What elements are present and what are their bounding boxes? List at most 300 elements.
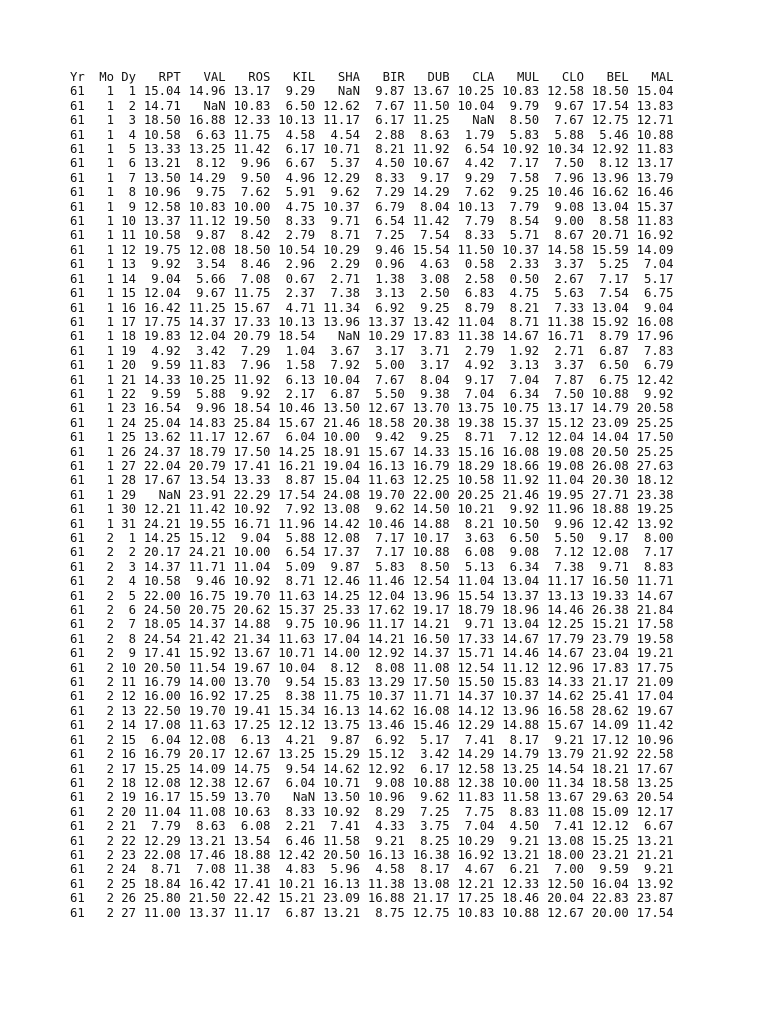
table-cell: 18 bbox=[121, 775, 136, 790]
table-cell: 9.21 bbox=[375, 833, 405, 848]
table-cell: 2.37 bbox=[285, 286, 316, 301]
table-cell: 17 bbox=[121, 314, 136, 329]
table-cell: 7.41 bbox=[464, 732, 495, 747]
table-cell: 12.12 bbox=[278, 718, 316, 733]
table-cell: 21.17 bbox=[591, 675, 629, 690]
table-cell: 10.29 bbox=[323, 242, 360, 257]
table-cell: 9.87 bbox=[196, 228, 226, 243]
table-cell: 18.96 bbox=[502, 603, 540, 618]
table-cell: 1 bbox=[106, 372, 114, 387]
table-cell: 24.08 bbox=[323, 487, 360, 502]
table-cell: 18.00 bbox=[547, 847, 584, 862]
table-cell: 6.34 bbox=[509, 559, 540, 574]
table-row bbox=[70, 99, 674, 113]
table-cell: 23.87 bbox=[636, 891, 674, 906]
table-cell: 10.71 bbox=[323, 775, 360, 790]
table-cell: 10.37 bbox=[502, 242, 540, 257]
table-cell: 13.04 bbox=[591, 199, 629, 214]
table-cell: 12.58 bbox=[547, 84, 584, 99]
table-cell: 61 bbox=[70, 458, 85, 473]
table-cell: 1 bbox=[106, 257, 114, 272]
table-row bbox=[70, 358, 674, 372]
table-cell: 8.33 bbox=[375, 170, 405, 185]
table-cell: 1 bbox=[106, 271, 114, 286]
table-cell: 5.88 bbox=[285, 531, 316, 545]
table-cell: 10.00 bbox=[323, 430, 360, 445]
table-cell: 61 bbox=[70, 905, 85, 920]
table-cell: 9.54 bbox=[285, 675, 316, 690]
table-cell: 15.12 bbox=[547, 415, 584, 430]
table-cell: 10.88 bbox=[636, 127, 674, 142]
table-row bbox=[70, 603, 674, 617]
table-cell: 9.46 bbox=[375, 242, 405, 257]
table-cell: 9.71 bbox=[464, 617, 495, 632]
table-cell: 7.29 bbox=[240, 343, 271, 358]
table-cell: 10.96 bbox=[367, 790, 405, 805]
table-cell: 17.54 bbox=[591, 98, 629, 113]
column-header-ros: ROS bbox=[248, 70, 271, 84]
table-cell: 10.46 bbox=[547, 185, 584, 200]
table-cell: 2.33 bbox=[509, 257, 540, 272]
table-cell: 11.12 bbox=[502, 660, 540, 675]
table-cell: 6.75 bbox=[644, 286, 674, 301]
table-row bbox=[70, 257, 674, 271]
table-cell: 2 bbox=[106, 761, 114, 776]
table-cell: 61 bbox=[70, 804, 85, 819]
table-cell: 5 bbox=[128, 142, 136, 157]
table-cell: 11.63 bbox=[367, 473, 405, 488]
table-cell: 10.04 bbox=[457, 98, 495, 113]
table-cell: 11.38 bbox=[233, 862, 271, 877]
table-cell: 29 bbox=[121, 487, 136, 502]
table-cell: 14.37 bbox=[188, 314, 226, 329]
column-header-dy: Dy bbox=[121, 70, 136, 84]
table-cell: 5.88 bbox=[196, 386, 226, 401]
table-cell: 20.30 bbox=[591, 473, 629, 488]
table-cell: 8.71 bbox=[330, 228, 360, 243]
table-cell: 9.17 bbox=[599, 531, 629, 545]
table-cell: 11.42 bbox=[233, 142, 271, 157]
table-cell: 9.75 bbox=[196, 185, 226, 200]
table-cell: 18.84 bbox=[143, 876, 181, 891]
table-cell: 1 bbox=[106, 487, 114, 502]
table-cell: 11.63 bbox=[278, 631, 316, 646]
table-cell: 14.09 bbox=[636, 242, 674, 257]
table-cell: 9.08 bbox=[375, 775, 405, 790]
table-cell: 7.67 bbox=[375, 372, 405, 387]
table-cell: 15.46 bbox=[412, 718, 450, 733]
table-cell: 17.25 bbox=[233, 718, 271, 733]
table-cell: 12.21 bbox=[143, 502, 181, 517]
table-cell: 12.54 bbox=[457, 660, 495, 675]
table-cell: 7.67 bbox=[554, 113, 584, 128]
table-cell: 9.62 bbox=[375, 502, 405, 517]
table-cell: 4.58 bbox=[375, 862, 405, 877]
table-cell: 20.38 bbox=[412, 415, 450, 430]
table-cell: 17 bbox=[121, 761, 136, 776]
table-cell: 8.63 bbox=[420, 127, 450, 142]
table-cell: 12.50 bbox=[547, 876, 584, 891]
table-cell: 14.67 bbox=[502, 329, 540, 344]
table-cell: 14.62 bbox=[367, 703, 405, 718]
table-cell: 10.21 bbox=[457, 502, 495, 517]
table-cell: 9.59 bbox=[151, 358, 181, 373]
table-cell: 25 bbox=[121, 876, 136, 891]
table-cell: 21 bbox=[121, 819, 136, 834]
table-cell: 13.50 bbox=[323, 401, 360, 416]
table-cell: 8.33 bbox=[285, 214, 316, 229]
table-cell: 25.33 bbox=[323, 603, 360, 618]
table-cell: 1 bbox=[106, 314, 114, 329]
table-cell: 8.63 bbox=[196, 819, 226, 834]
table-cell: 14.88 bbox=[502, 718, 540, 733]
table-cell: 10.25 bbox=[188, 372, 226, 387]
table-cell: 61 bbox=[70, 286, 85, 301]
table-cell: 5.91 bbox=[285, 185, 316, 200]
table-cell: 15.50 bbox=[457, 675, 495, 690]
table-cell: 61 bbox=[70, 891, 85, 906]
table-cell: 5.88 bbox=[554, 127, 584, 142]
table-cell: 14.71 bbox=[143, 98, 181, 113]
table-cell: 16.00 bbox=[143, 689, 181, 704]
table-cell: 9.04 bbox=[240, 531, 271, 545]
table-row bbox=[70, 128, 674, 142]
table-cell: 9.54 bbox=[285, 761, 316, 776]
table-cell: 2 bbox=[106, 631, 114, 646]
table-cell: 22.00 bbox=[143, 588, 181, 603]
table-cell: 14.79 bbox=[591, 401, 629, 416]
table-cell: 15.59 bbox=[591, 242, 629, 257]
table-cell: 17.33 bbox=[233, 314, 271, 329]
table-cell: 12.08 bbox=[188, 242, 226, 257]
table-cell: 7.12 bbox=[509, 430, 540, 445]
table-cell: 7.79 bbox=[464, 214, 495, 229]
table-cell: 13.75 bbox=[323, 718, 360, 733]
table-cell: 8.71 bbox=[151, 862, 181, 877]
table-cell: 15.67 bbox=[367, 444, 405, 459]
table-cell: 14.75 bbox=[233, 761, 271, 776]
table-cell: 20.04 bbox=[547, 891, 584, 906]
table-cell: 11.25 bbox=[412, 113, 450, 128]
table-cell: 11.17 bbox=[367, 617, 405, 632]
table-cell: 16.08 bbox=[502, 444, 540, 459]
table-cell: 1 bbox=[106, 502, 114, 517]
table-cell: 9 bbox=[128, 646, 136, 661]
table-row bbox=[70, 416, 674, 430]
table-cell: 13.21 bbox=[502, 847, 540, 862]
table-cell: 13.67 bbox=[233, 646, 271, 661]
table-cell: 6.83 bbox=[464, 286, 495, 301]
table-cell: 12.67 bbox=[233, 775, 271, 790]
table-cell: 5.17 bbox=[420, 732, 450, 747]
table-cell: 25.80 bbox=[143, 891, 181, 906]
table-cell: 0.58 bbox=[464, 257, 495, 272]
table-cell: 3.75 bbox=[420, 819, 450, 834]
table-cell: 8.75 bbox=[375, 905, 405, 920]
table-cell: 4.75 bbox=[509, 286, 540, 301]
table-cell: 61 bbox=[70, 545, 85, 560]
table-cell: 1 bbox=[128, 84, 136, 99]
table-cell: 10.58 bbox=[143, 574, 181, 589]
table-cell: 7.62 bbox=[240, 185, 271, 200]
table-cell: 11.08 bbox=[188, 804, 226, 819]
table-cell: 25.25 bbox=[636, 415, 674, 430]
table-cell: 19.04 bbox=[323, 458, 360, 473]
table-cell: 1 bbox=[106, 127, 114, 142]
table-cell: 61 bbox=[70, 127, 85, 142]
table-cell: 14.25 bbox=[278, 444, 316, 459]
table-cell: 12.12 bbox=[591, 819, 629, 834]
table-cell: 26 bbox=[121, 444, 136, 459]
table-cell: 12.17 bbox=[636, 804, 674, 819]
table-row bbox=[70, 430, 674, 444]
table-cell: 16.79 bbox=[412, 458, 450, 473]
column-header-kil: KIL bbox=[293, 70, 316, 84]
table-cell: 2 bbox=[106, 833, 114, 848]
table-cell: 1 bbox=[106, 199, 114, 214]
table-cell: 1 bbox=[106, 444, 114, 459]
table-cell: 61 bbox=[70, 790, 85, 805]
table-cell: 14.12 bbox=[457, 703, 495, 718]
table-cell: 24.54 bbox=[143, 631, 181, 646]
table-cell: 12.58 bbox=[143, 199, 181, 214]
table-cell: 21 bbox=[121, 372, 136, 387]
table-cell: 27 bbox=[121, 458, 136, 473]
table-cell: 15.37 bbox=[636, 199, 674, 214]
table-row bbox=[70, 200, 674, 214]
table-cell: 5.46 bbox=[599, 127, 629, 142]
table-cell: 2.67 bbox=[554, 271, 584, 286]
table-cell: 15.12 bbox=[188, 531, 226, 545]
table-cell: 14.88 bbox=[233, 617, 271, 632]
table-cell: 8.83 bbox=[509, 804, 540, 819]
table-cell: 15.59 bbox=[188, 790, 226, 805]
table-cell: 16.58 bbox=[547, 703, 584, 718]
table-cell: 12.58 bbox=[457, 761, 495, 776]
table-cell: 9.50 bbox=[240, 170, 271, 185]
table-cell: 13.79 bbox=[547, 747, 584, 762]
table-cell: 12 bbox=[121, 242, 136, 257]
table-cell: 14.37 bbox=[143, 559, 181, 574]
table-cell: 2 bbox=[106, 847, 114, 862]
table-cell: 18.58 bbox=[367, 415, 405, 430]
table-cell: 12.96 bbox=[547, 660, 584, 675]
table-cell: 24.21 bbox=[143, 516, 181, 531]
table-cell: 7.38 bbox=[554, 559, 584, 574]
table-cell: 11.58 bbox=[323, 833, 360, 848]
table-cell: 13.75 bbox=[457, 401, 495, 416]
table-cell: 11.71 bbox=[636, 574, 674, 589]
table-cell: 11.46 bbox=[367, 574, 405, 589]
table-cell: 19.25 bbox=[636, 502, 674, 517]
table-cell: 23.79 bbox=[591, 631, 629, 646]
column-header-mo: Mo bbox=[99, 70, 114, 84]
table-cell: 13.50 bbox=[143, 170, 181, 185]
table-cell: 18.46 bbox=[502, 891, 540, 906]
table-cell: 10.46 bbox=[278, 401, 316, 416]
table-cell: 7.04 bbox=[509, 372, 540, 387]
table-cell: 14.25 bbox=[323, 588, 360, 603]
table-cell: 1.04 bbox=[285, 343, 316, 358]
table-cell: 61 bbox=[70, 574, 85, 589]
table-cell: 61 bbox=[70, 113, 85, 128]
table-cell: 10.83 bbox=[188, 199, 226, 214]
table-row bbox=[70, 848, 674, 862]
table-cell: 8.17 bbox=[420, 862, 450, 877]
table-row bbox=[70, 661, 674, 675]
table-row bbox=[70, 473, 674, 487]
table-row bbox=[70, 776, 674, 790]
table-cell: 10.63 bbox=[233, 804, 271, 819]
table-cell: 13.54 bbox=[188, 473, 226, 488]
table-cell: 31 bbox=[121, 516, 136, 531]
table-cell: 14.25 bbox=[143, 531, 181, 545]
table-cell: 6.54 bbox=[285, 545, 316, 560]
table-cell: 11.83 bbox=[636, 214, 674, 229]
table-cell: 7.50 bbox=[554, 156, 584, 171]
table-cell: 16.46 bbox=[636, 185, 674, 200]
table-cell: 18.12 bbox=[636, 473, 674, 488]
table-cell: 7.83 bbox=[644, 343, 674, 358]
table-cell: 9.62 bbox=[330, 185, 360, 200]
table-cell: 21.42 bbox=[188, 631, 226, 646]
table-cell: 16.08 bbox=[636, 314, 674, 329]
table-cell: 2 bbox=[106, 876, 114, 891]
table-cell: 17.54 bbox=[636, 905, 674, 920]
table-cell: 18.50 bbox=[591, 84, 629, 99]
table-cell: 16.79 bbox=[143, 747, 181, 762]
table-cell: 61 bbox=[70, 502, 85, 517]
table-cell: 21.46 bbox=[502, 487, 540, 502]
table-cell: 12.67 bbox=[233, 430, 271, 445]
table-cell: 27.71 bbox=[591, 487, 629, 502]
table-cell: 7.08 bbox=[196, 862, 226, 877]
table-cell: 61 bbox=[70, 142, 85, 157]
table-cell: 4.83 bbox=[285, 862, 316, 877]
table-cell: 22.29 bbox=[233, 487, 271, 502]
table-cell: 3.63 bbox=[464, 531, 495, 545]
table-row bbox=[70, 243, 674, 257]
table-row bbox=[70, 718, 674, 732]
table-row bbox=[70, 675, 674, 689]
table-cell: 0.96 bbox=[375, 257, 405, 272]
table-row bbox=[70, 185, 674, 199]
table-cell: 12.08 bbox=[323, 531, 360, 545]
table-cell: 10.75 bbox=[502, 401, 540, 416]
table-cell: 61 bbox=[70, 718, 85, 733]
table-cell: 19.17 bbox=[412, 603, 450, 618]
table-cell: 1 bbox=[106, 84, 114, 99]
table-cell: 10.96 bbox=[323, 617, 360, 632]
table-cell: 28 bbox=[121, 473, 136, 488]
table-cell: 19.58 bbox=[636, 631, 674, 646]
table-cell: 13.37 bbox=[143, 214, 181, 229]
table-cell: 61 bbox=[70, 84, 85, 99]
table-cell: 16.04 bbox=[591, 876, 629, 891]
table-cell: 2 bbox=[106, 819, 114, 834]
table-row bbox=[70, 733, 674, 747]
table-cell: 11.34 bbox=[547, 775, 584, 790]
column-header-clo: CLO bbox=[561, 70, 584, 84]
table-cell: 4.58 bbox=[285, 127, 316, 142]
table-cell: 10.25 bbox=[457, 84, 495, 99]
table-row bbox=[70, 790, 674, 804]
table-cell: 13.46 bbox=[367, 718, 405, 733]
table-cell: 61 bbox=[70, 703, 85, 718]
table-cell: 14.62 bbox=[323, 761, 360, 776]
table-cell: 13.04 bbox=[591, 300, 629, 315]
table-cell: 19.70 bbox=[233, 588, 271, 603]
table-cell: 8.79 bbox=[599, 329, 629, 344]
table-cell: 6.50 bbox=[509, 531, 540, 545]
table-cell: 3.42 bbox=[196, 343, 226, 358]
table-cell: 11.12 bbox=[188, 214, 226, 229]
table-cell: 4 bbox=[128, 574, 136, 589]
table-cell: 5.96 bbox=[330, 862, 360, 877]
table-cell: 15.54 bbox=[457, 588, 495, 603]
table-row bbox=[70, 301, 674, 315]
table-cell: 8.21 bbox=[375, 142, 405, 157]
table-cell: 11.96 bbox=[547, 502, 584, 517]
table-row bbox=[70, 142, 674, 156]
table-cell: 19.95 bbox=[547, 487, 584, 502]
table-cell: 10.88 bbox=[591, 386, 629, 401]
table-cell: 13.21 bbox=[323, 905, 360, 920]
table-cell: 2 bbox=[106, 891, 114, 906]
table-cell: 12.04 bbox=[367, 588, 405, 603]
table-cell: 15.04 bbox=[143, 84, 181, 99]
table-cell: 5.63 bbox=[554, 286, 584, 301]
table-cell: 6.17 bbox=[375, 113, 405, 128]
table-cell: 17.41 bbox=[143, 646, 181, 661]
table-cell: 19.55 bbox=[188, 516, 226, 531]
table-cell: 2 bbox=[106, 862, 114, 877]
table-cell: 11.83 bbox=[636, 142, 674, 157]
table-cell: 20.58 bbox=[636, 401, 674, 416]
table-cell: 9.87 bbox=[375, 84, 405, 99]
column-header-val: VAL bbox=[203, 70, 226, 84]
table-cell: 18.29 bbox=[457, 458, 495, 473]
column-header-mal: MAL bbox=[651, 70, 674, 84]
table-row bbox=[70, 762, 674, 776]
table-cell: 61 bbox=[70, 401, 85, 416]
table-cell: 13.08 bbox=[412, 876, 450, 891]
table-cell: 17.96 bbox=[636, 329, 674, 344]
table-cell: 2 bbox=[106, 559, 114, 574]
table-cell: 9.75 bbox=[285, 617, 316, 632]
table-cell: 61 bbox=[70, 314, 85, 329]
table-cell: 13.08 bbox=[547, 833, 584, 848]
table-cell: 61 bbox=[70, 156, 85, 171]
table-cell: 2 bbox=[106, 689, 114, 704]
table-cell: 1 bbox=[106, 228, 114, 243]
table-row bbox=[70, 560, 674, 574]
table-cell: 10.37 bbox=[502, 689, 540, 704]
table-cell: 15.21 bbox=[278, 891, 316, 906]
table-cell: 7.38 bbox=[330, 286, 360, 301]
table-cell: 11.38 bbox=[457, 329, 495, 344]
table-cell: 12.08 bbox=[188, 732, 226, 747]
table-cell: 7.08 bbox=[240, 271, 271, 286]
table-cell: 6.17 bbox=[420, 761, 450, 776]
table-cell: 8.17 bbox=[509, 732, 540, 747]
table-cell: 61 bbox=[70, 444, 85, 459]
table-cell: 9.62 bbox=[420, 790, 450, 805]
table-row bbox=[70, 617, 674, 631]
table-cell: 10.96 bbox=[636, 732, 674, 747]
table-cell: 10.88 bbox=[412, 775, 450, 790]
table-cell: 12.71 bbox=[636, 113, 674, 128]
